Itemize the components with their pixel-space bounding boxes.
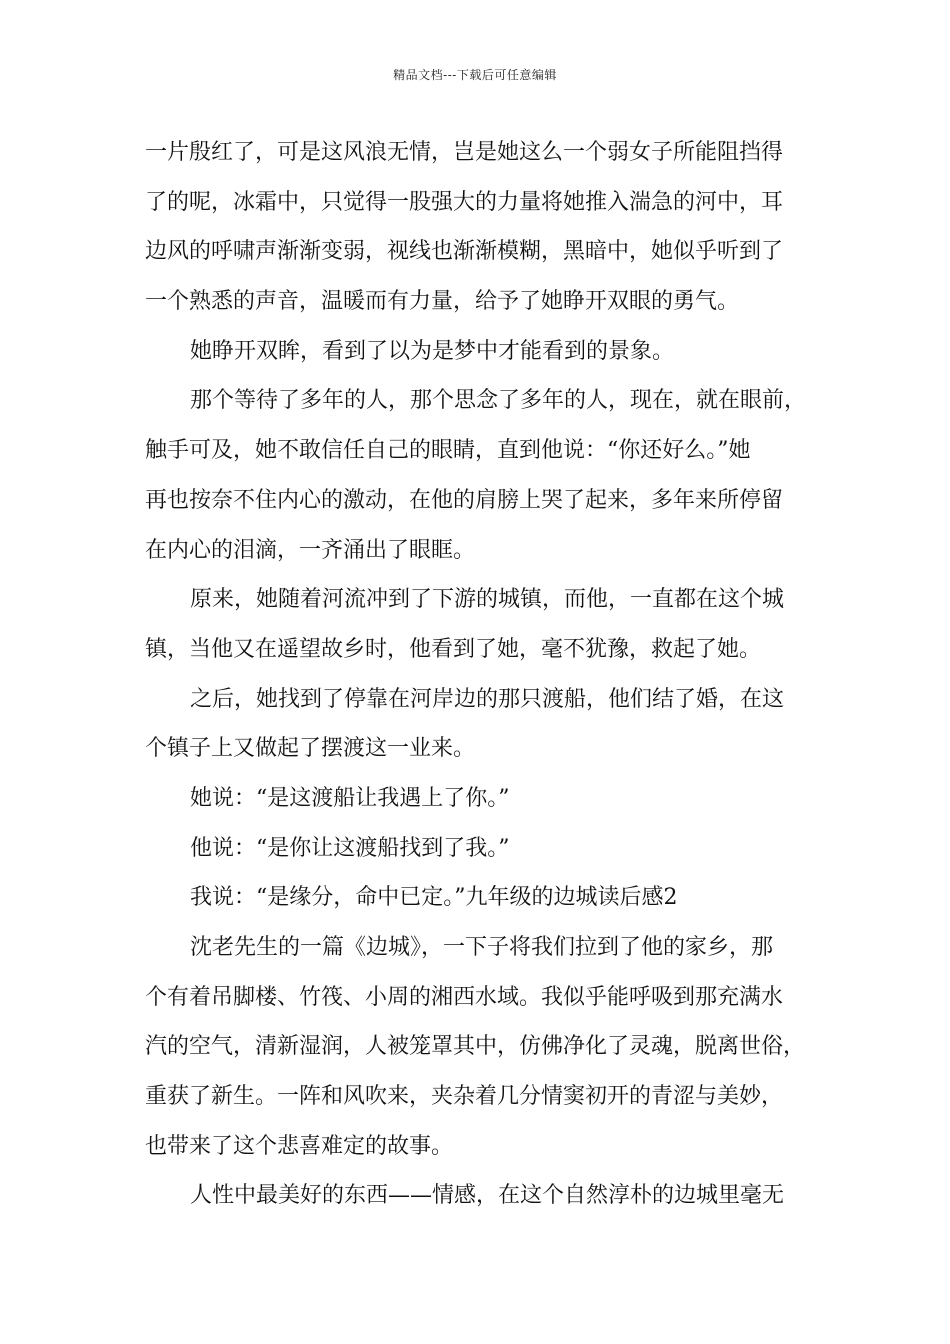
text-line: 汽的空气，清新湿润，人被笼罩其中，仿佛净化了灵魂，脱离世俗，	[145, 1034, 806, 1060]
text-line: 沈老先生的一篇《边城》，一下子将我们拉到了他的家乡，那	[190, 935, 774, 960]
text-line: 她说：“是这渡船让我遇上了你。”	[190, 785, 510, 811]
text-line: 原来，她随着河流冲到了下游的城镇，而他，一直都在这个城	[190, 587, 785, 613]
text-line: 重获了新生。一阵和风吹来，夹杂着几分情窦初开的青涩与美妙，	[145, 1084, 784, 1110]
text-line: 他说：“是你让这渡船找到了我。”	[190, 835, 510, 861]
page-header: 精品文档---下载后可任意编辑	[393, 68, 557, 82]
text-line: 镇，当他又在遥望故乡时，他看到了她，毫不犹豫，救起了她。	[145, 636, 762, 662]
text-line: 了的呢，冰霜中，只觉得一股强大的力量将她推入湍急的河中，耳	[145, 189, 784, 215]
text-line: 一个熟悉的声音，温暖而有力量，给予了她睁开双眼的勇气。	[145, 289, 740, 315]
text-line: 人性中最美好的东西——情感，在这个自然淳朴的边城里毫无	[190, 1183, 785, 1209]
text-line: 之后，她找到了停靠在河岸边的那只渡船，他们结了婚，在这	[190, 686, 785, 712]
text-line: 我说：“是缘分，命中已定。”九年级的边城读后感2	[190, 885, 678, 911]
text-line: 个镇子上又做起了摆渡这一业来。	[145, 736, 476, 762]
text-line: 她睁开双眸，看到了以为是梦中才能看到的景象。	[190, 338, 675, 364]
text-line: 一片殷红了，可是这风浪无情，岂是她这么一个弱女子所能阻挡得	[145, 140, 784, 165]
text-line: 也带来了这个悲喜难定的故事。	[145, 1133, 454, 1159]
text-line: 边风的呼啸声渐渐变弱，视线也渐渐模糊，黑暗中，她似乎听到了	[145, 239, 784, 265]
text-line: 那个等待了多年的人，那个思念了多年的人，现在，就在眼前，	[190, 388, 807, 414]
text-line: 再也按奈不住内心的激动，在他的肩膀上哭了起来，多年来所停留	[145, 487, 784, 513]
text-line: 个有着吊脚楼、竹筏、小周的湘西水域。我似乎能呼吸到那充满水	[145, 984, 784, 1010]
text-line: 触手可及，她不敢信任自己的眼睛，直到他说：“你还好么。”她	[145, 438, 751, 464]
text-line: 在内心的泪滴，一齐涌出了眼眶。	[145, 537, 476, 563]
document-body	[145, 128, 821, 1221]
